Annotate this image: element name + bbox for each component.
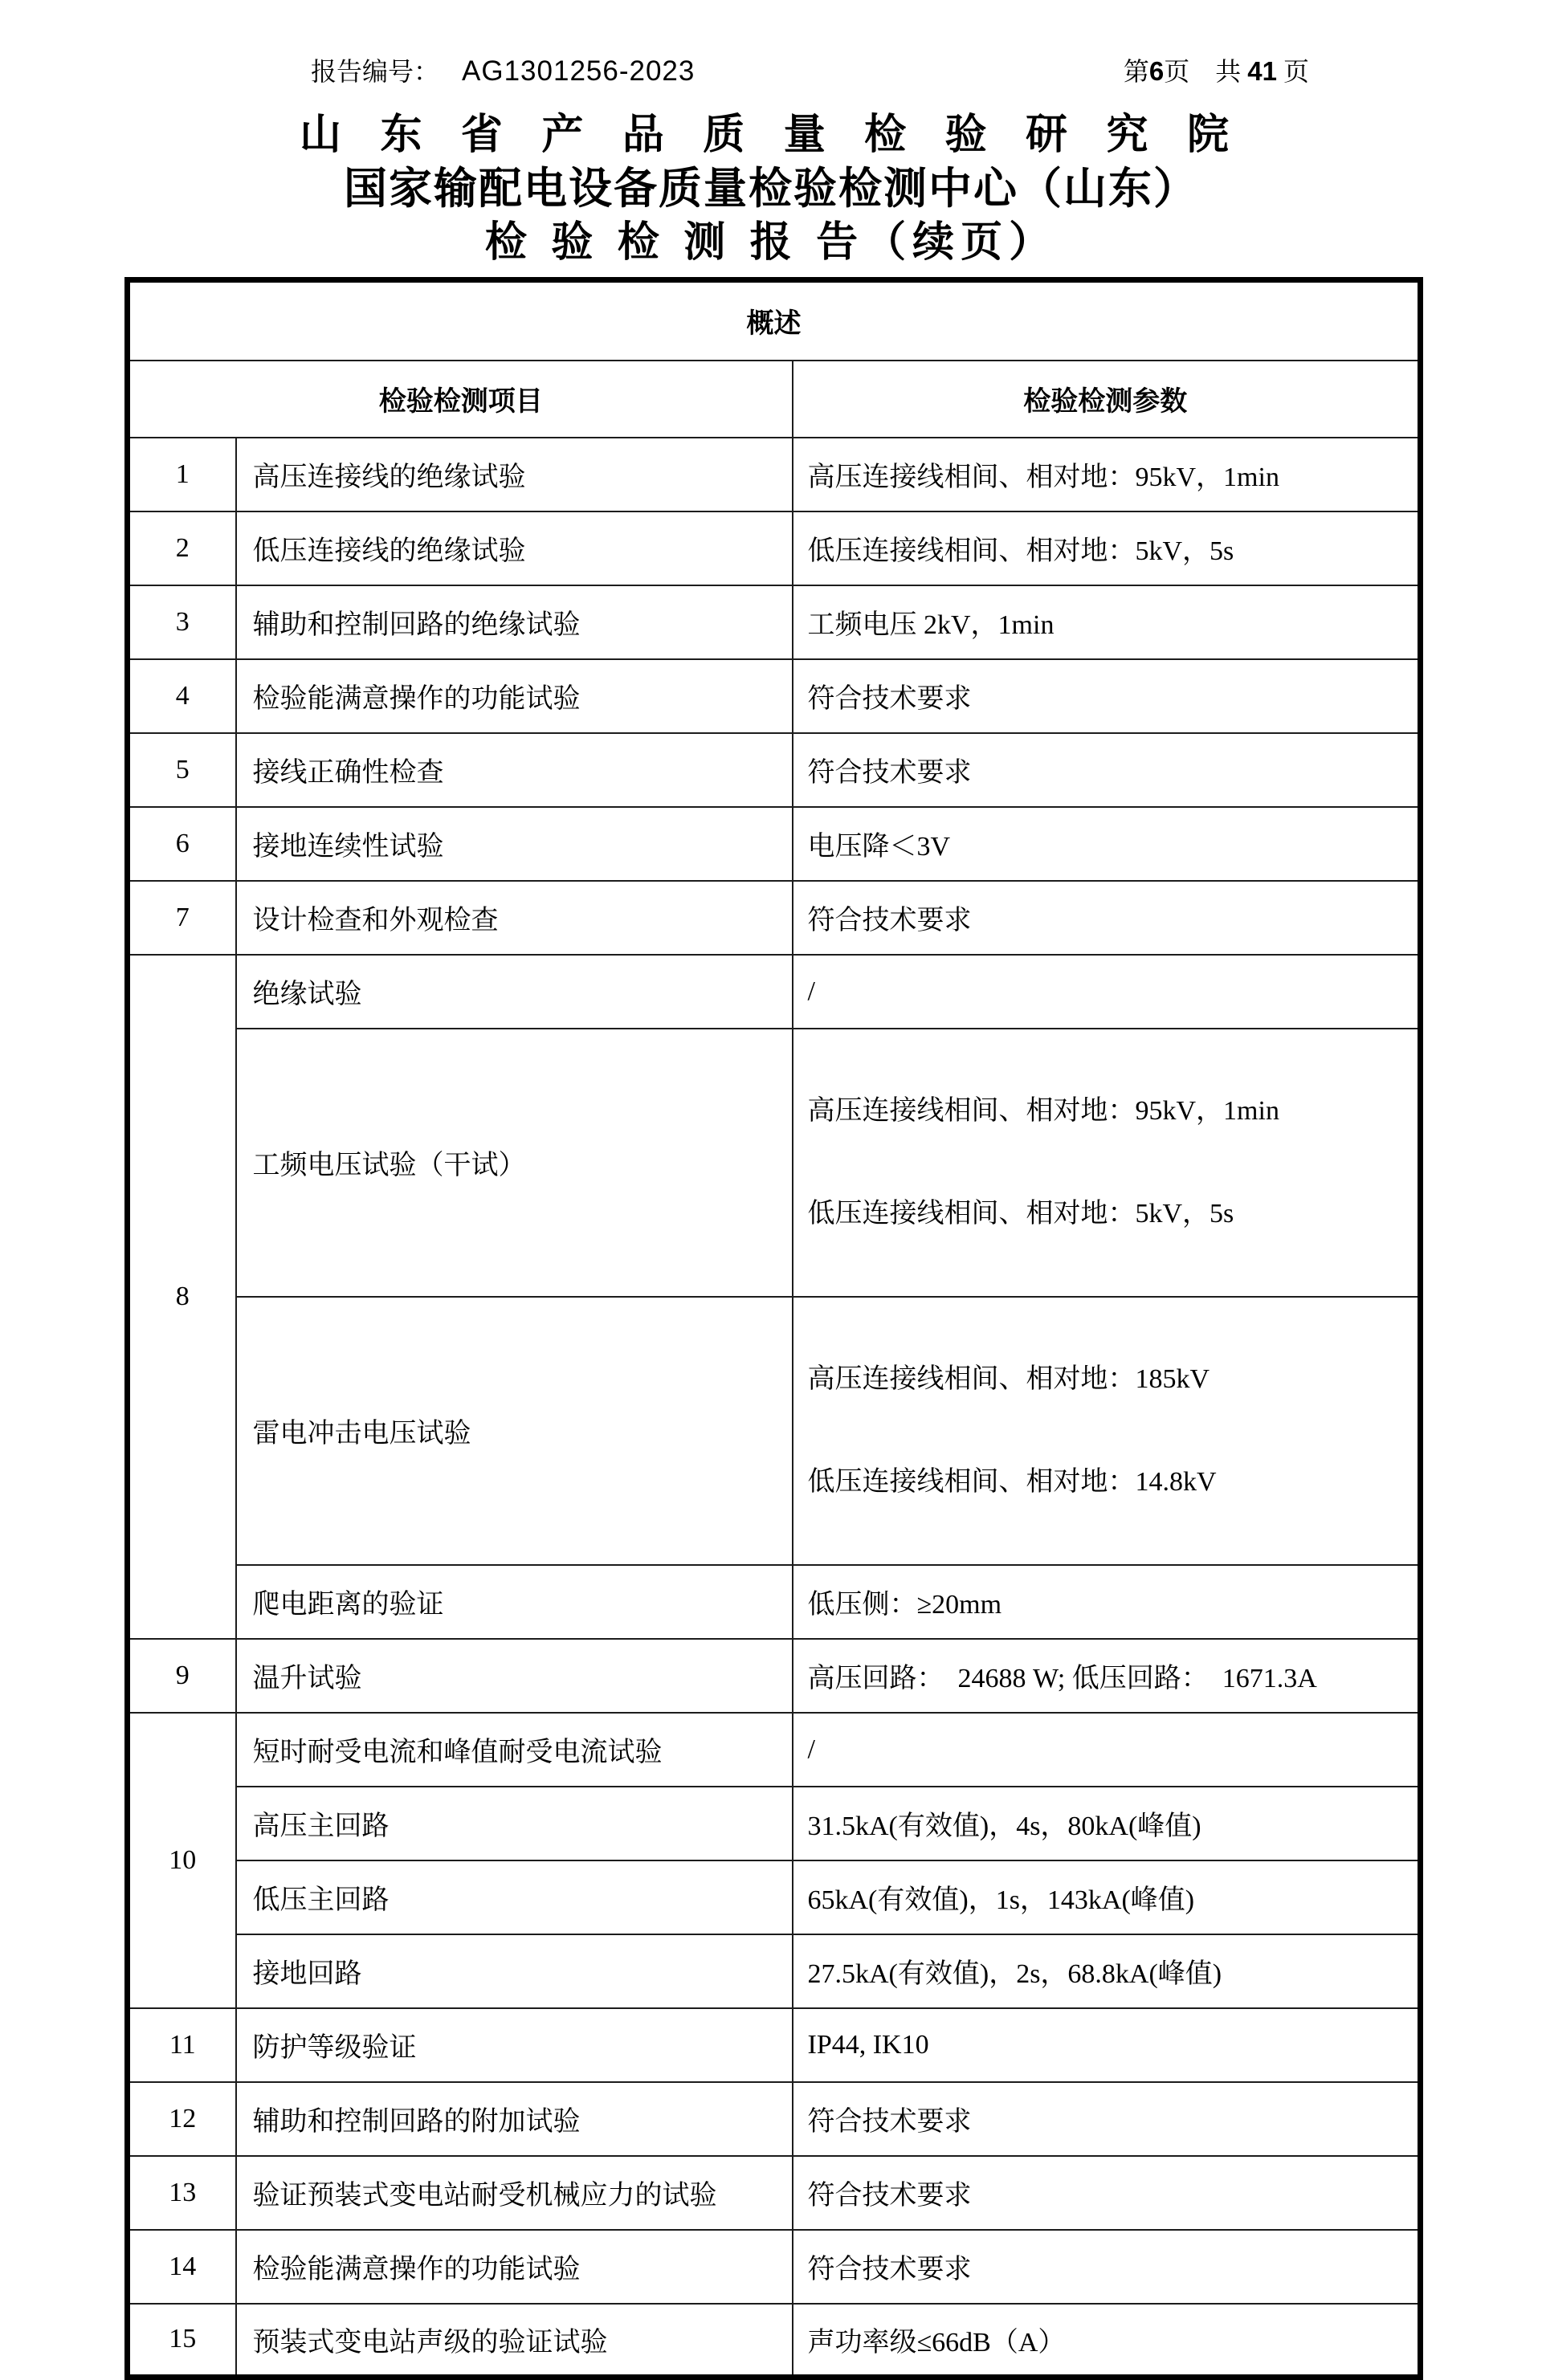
table-row	[128, 511, 1421, 585]
item-cell: 接地连续性试验	[236, 807, 793, 881]
param-cell: 声功率级≤66dB（A）	[793, 2304, 1421, 2378]
page-indicator	[1124, 56, 1309, 87]
caption-row	[128, 280, 1421, 361]
report-number-value: AG1301256-2023	[462, 55, 696, 87]
param-cell: 低压连接线相间、相对地：5kV，5s	[793, 511, 1421, 585]
table-row	[128, 2008, 1421, 2082]
param-cell: 65kA(有效值)，1s，143kA(峰值)	[793, 1860, 1421, 1934]
param-cell: 电压降＜3V	[793, 807, 1421, 881]
item-cell: 爬电距离的验证	[236, 1565, 793, 1639]
row-number: 6	[128, 807, 236, 881]
row-number: 13	[128, 2156, 236, 2230]
page-indicator-prefix: 第	[1123, 57, 1149, 86]
table-row	[128, 2230, 1421, 2304]
param-cell: 符合技术要求	[793, 2082, 1421, 2156]
item-cell: 检验能满意操作的功能试验	[236, 659, 793, 733]
row-number: 14	[128, 2230, 236, 2304]
table-row	[128, 2082, 1421, 2156]
report-title: 检 验 检 测 报 告（续页）	[484, 219, 1058, 266]
item-cell: 辅助和控制回路的附加试验	[236, 2082, 793, 2156]
table-subrow	[128, 1787, 1421, 1860]
param-cell: 低压侧：≥20mm	[793, 1565, 1421, 1639]
item-cell: 接地回路	[236, 1934, 793, 2008]
item-cell: 接线正确性检查	[236, 733, 793, 807]
table-row-group-10	[128, 1713, 1421, 1787]
header-row	[128, 361, 1421, 438]
item-cell: 高压主回路	[236, 1787, 793, 1860]
param-line-2: 低压连接线相间、相对地：14.8kV	[807, 1466, 1217, 1497]
table-row	[128, 659, 1421, 733]
table-row	[128, 1639, 1421, 1713]
row-number: 1	[128, 438, 236, 511]
table-row-group-8	[128, 955, 1421, 1029]
item-cell: 高压连接线的绝缘试验	[236, 438, 793, 511]
item-cell: 辅助和控制回路的绝缘试验	[236, 585, 793, 659]
row-number: 15	[128, 2304, 236, 2378]
param-cell: 符合技术要求	[793, 881, 1421, 955]
param-cell	[793, 1297, 1421, 1565]
param-cell: 符合技术要求	[793, 2156, 1421, 2230]
item-cell: 绝缘试验	[236, 955, 793, 1029]
table-subrow	[128, 1029, 1421, 1297]
page-indicator-suffix: 页	[1276, 57, 1309, 86]
param-cell: 符合技术要求	[793, 2230, 1421, 2304]
table-subrow	[128, 1934, 1421, 2008]
param-cell: /	[793, 955, 1421, 1029]
row-number: 2	[128, 511, 236, 585]
row-number: 7	[128, 881, 236, 955]
table-row	[128, 585, 1421, 659]
current-page-number: 6	[1148, 56, 1165, 86]
param-cell: 工频电压 2kV，1min	[793, 585, 1421, 659]
param-cell	[793, 1029, 1421, 1297]
item-cell: 雷电冲击电压试验	[236, 1297, 793, 1565]
item-cell: 防护等级验证	[236, 2008, 793, 2082]
row-number: 11	[128, 2008, 236, 2082]
row-number: 3	[128, 585, 236, 659]
row-number: 9	[128, 1639, 236, 1713]
param-cell: 符合技术要求	[793, 733, 1421, 807]
org-title-line2: 国家输配电设备质量检验检测中心（山东）	[344, 165, 1198, 213]
param-cell: 符合技术要求	[793, 659, 1421, 733]
row-number: 4	[128, 659, 236, 733]
param-cell: 高压连接线相间、相对地：95kV，1min	[793, 438, 1421, 511]
item-cell: 工频电压试验（干试）	[236, 1029, 793, 1297]
table-row	[128, 807, 1421, 881]
param-cell: /	[793, 1713, 1421, 1787]
report-number-label: 报告编号：	[311, 57, 440, 86]
page-indicator-mid: 页 共	[1164, 57, 1248, 86]
org-title-line1: 山 东 省 产 品 质 量 检 验 研 究 院	[300, 112, 1242, 158]
param-cell: 27.5kA(有效值)，2s，68.8kA(峰值)	[793, 1934, 1421, 2008]
param-line-2: 低压连接线相间、相对地：5kV，5s	[807, 1198, 1234, 1229]
item-cell: 验证预装式变电站耐受机械应力的试验	[236, 2156, 793, 2230]
row-number: 5	[128, 733, 236, 807]
param-line-1: 高压连接线相间、相对地：185kV	[807, 1363, 1210, 1394]
table-subrow	[128, 1565, 1421, 1639]
table-row	[128, 733, 1421, 807]
item-cell: 预装式变电站声级的验证试验	[236, 2304, 793, 2378]
table-row	[128, 2304, 1421, 2378]
table-row	[128, 881, 1421, 955]
item-cell: 短时耐受电流和峰值耐受电流试验	[236, 1713, 793, 1787]
title-block	[0, 109, 1542, 268]
row-number: 12	[128, 2082, 236, 2156]
overview-table	[124, 277, 1423, 2380]
item-cell: 温升试验	[236, 1639, 793, 1713]
report-number	[311, 56, 695, 87]
table-row	[128, 438, 1421, 511]
param-cell: 31.5kA(有效值)，4s，80kA(峰值)	[793, 1787, 1421, 1860]
page-meta-row	[311, 56, 1309, 87]
row-number: 8	[128, 955, 236, 1639]
table-caption: 概述	[128, 280, 1421, 361]
param-cell: IP44, IK10	[793, 2008, 1421, 2082]
item-cell: 设计检查和外观检查	[236, 881, 793, 955]
param-line-1: 高压连接线相间、相对地：95kV，1min	[807, 1095, 1279, 1126]
item-cell: 低压连接线的绝缘试验	[236, 511, 793, 585]
table-subrow	[128, 1860, 1421, 1934]
column-header-item: 检验检测项目	[128, 361, 793, 438]
total-page-number: 41	[1247, 56, 1277, 86]
table-subrow	[128, 1297, 1421, 1565]
column-header-param: 检验检测参数	[793, 361, 1421, 438]
param-cell: 高压回路： 24688 W; 低压回路： 1671.3A	[793, 1639, 1421, 1713]
item-cell: 低压主回路	[236, 1860, 793, 1934]
item-cell: 检验能满意操作的功能试验	[236, 2230, 793, 2304]
table-row	[128, 2156, 1421, 2230]
row-number: 10	[128, 1713, 236, 2008]
